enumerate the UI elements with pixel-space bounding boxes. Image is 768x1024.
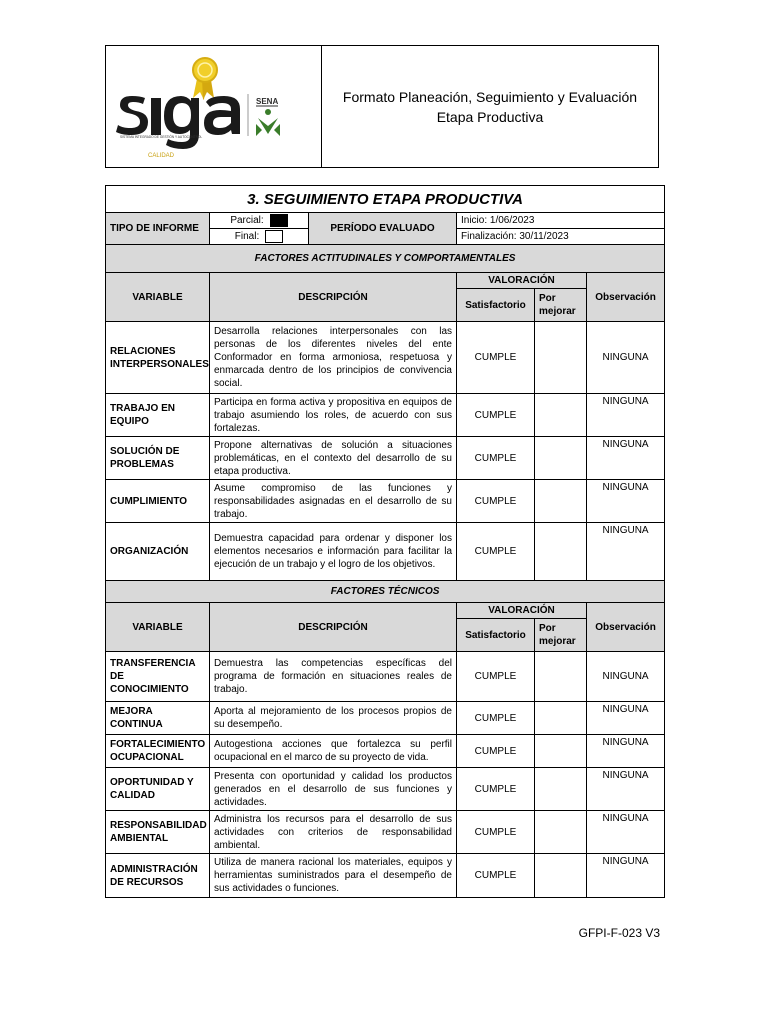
document-header: [105, 45, 659, 168]
final-checkbox[interactable]: [265, 230, 283, 243]
factor-row: [106, 811, 665, 854]
sena-logo-icon: [256, 97, 280, 136]
logo-cell: [106, 46, 322, 167]
final-cell: [210, 229, 309, 245]
factor-satisfactorio: CUMPLE: [457, 768, 535, 811]
sena-text: SENA: [256, 97, 279, 106]
siga-sena-logo: [106, 46, 320, 167]
factor-satisfactorio: CUMPLE: [457, 523, 535, 581]
siga-wordmark: [116, 96, 240, 149]
section-title: 3. SEGUIMIENTO ETAPA PRODUCTIVA: [106, 186, 665, 213]
logo-tagline: SISTEMA INTEGRADO DE GESTIÓN Y AUTOCONTROL: [120, 135, 203, 139]
factor-satisfactorio: CUMPLE: [457, 702, 535, 735]
satisfactorio-header: Satisfactorio: [457, 289, 535, 322]
factor-por-mejorar: [535, 394, 587, 437]
observacion-header-tec: Observación: [587, 603, 665, 652]
factor-por-mejorar: [535, 702, 587, 735]
factor-descripcion: Presenta con oportunidad y calidad los productos generados en el desarrollo de sus funciones y actividades.: [210, 768, 457, 811]
actitudinales-title: FACTORES ACTITUDINALES Y COMPORTAMENTALES: [106, 245, 665, 273]
final-label: Final:: [234, 231, 260, 243]
factor-satisfactorio: CUMPLE: [457, 480, 535, 523]
satisfactorio-header-tec: Satisfactorio: [457, 619, 535, 652]
factor-descripcion: Desarrolla relaciones interpersonales con las personas de los diferentes niveles del ente Conformador en forma armoniosa, respetuosa y enmarcada dentro de los principios de convivencia social.: [210, 322, 457, 394]
tecnicos-body: [106, 652, 665, 898]
factor-row: [106, 523, 665, 581]
factor-variable: TRANSFERENCIA DE CONOCIMIENTO: [106, 652, 210, 702]
factor-row: [106, 437, 665, 480]
por-mejorar-header-tec: Por mejorar: [535, 619, 587, 652]
footer-code: GFPI-F-023 V3: [578, 926, 660, 940]
factor-variable: MEJORA CONTINUA: [106, 702, 210, 735]
factor-row: [106, 322, 665, 394]
factor-satisfactorio: CUMPLE: [457, 854, 535, 898]
factor-observacion: NINGUNA: [587, 480, 665, 523]
factor-row: [106, 768, 665, 811]
seal-icon: [193, 58, 217, 100]
factor-descripcion: Asume compromiso de las funciones y responsabilidades asignadas en el desarrollo de su trabajo.: [210, 480, 457, 523]
parcial-cell: [210, 213, 309, 229]
factor-variable: TRABAJO EN EQUIPO: [106, 394, 210, 437]
factor-variable: OPORTUNIDAD Y CALIDAD: [106, 768, 210, 811]
observacion-header: Observación: [587, 273, 665, 322]
actitudinales-body: [106, 322, 665, 581]
factor-observacion: NINGUNA: [587, 735, 665, 768]
factor-descripcion: Propone alternativas de solución a situaciones problemáticas, en el contexto del desarrollo de su etapa productiva.: [210, 437, 457, 480]
factor-descripcion: Aporta al mejoramiento de los procesos propios de su desempeño.: [210, 702, 457, 735]
factor-observacion: NINGUNA: [587, 854, 665, 898]
factor-por-mejorar: [535, 854, 587, 898]
factor-satisfactorio: CUMPLE: [457, 652, 535, 702]
parcial-label: Parcial:: [230, 215, 264, 227]
factor-descripcion: Utiliza de manera racional los materiales, equipos y herramientas suministrados para el desempeño de sus actividades o funciones.: [210, 854, 457, 898]
inicio-value: Inicio: 1/06/2023: [457, 213, 665, 229]
seguimiento-table: [105, 185, 665, 898]
factor-por-mejorar: [535, 811, 587, 854]
factor-por-mejorar: [535, 322, 587, 394]
factor-observacion: NINGUNA: [587, 768, 665, 811]
factor-observacion: NINGUNA: [587, 702, 665, 735]
valoracion-header-tec: VALORACIÓN: [457, 603, 587, 619]
factor-por-mejorar: [535, 768, 587, 811]
factor-por-mejorar: [535, 523, 587, 581]
factor-satisfactorio: CUMPLE: [457, 437, 535, 480]
factor-satisfactorio: CUMPLE: [457, 735, 535, 768]
descripcion-header: DESCRIPCIÓN: [210, 273, 457, 322]
factor-por-mejorar: [535, 652, 587, 702]
logo-sub-text: CALIDAD: [148, 153, 175, 159]
factor-por-mejorar: [535, 735, 587, 768]
factor-observacion: NINGUNA: [587, 322, 665, 394]
variable-header: VARIABLE: [106, 273, 210, 322]
descripcion-header-tec: DESCRIPCIÓN: [210, 603, 457, 652]
variable-header-tec: VARIABLE: [106, 603, 210, 652]
document-title: Formato Planeación, Seguimiento y Evaluación Etapa Productiva: [342, 88, 638, 125]
factor-variable: SOLUCIÓN DE PROBLEMAS: [106, 437, 210, 480]
factor-row: [106, 480, 665, 523]
factor-variable: CUMPLIMIENTO: [106, 480, 210, 523]
factor-descripcion: Demuestra capacidad para ordenar y disponer los elementos necesarios e información para facilitar la ejecución de un trabajo y el logro de los objetivos.: [210, 523, 457, 581]
factor-descripcion: Demuestra las competencias específicas del programa de formación en situaciones reales de trabajo.: [210, 652, 457, 702]
finalizacion-value: Finalización: 30/11/2023: [457, 229, 665, 245]
factor-variable: RESPONSABILIDAD AMBIENTAL: [106, 811, 210, 854]
factor-row: [106, 854, 665, 898]
factor-observacion: NINGUNA: [587, 652, 665, 702]
factor-satisfactorio: CUMPLE: [457, 322, 535, 394]
factor-por-mejorar: [535, 437, 587, 480]
factor-observacion: NINGUNA: [587, 394, 665, 437]
factor-por-mejorar: [535, 480, 587, 523]
factor-variable: ORGANIZACIÓN: [106, 523, 210, 581]
factor-row: [106, 735, 665, 768]
factor-descripcion: Administra los recursos para el desarrollo de sus actividades con criterios de responsabilidad ambiental.: [210, 811, 457, 854]
factor-row: [106, 702, 665, 735]
valoracion-header: VALORACIÓN: [457, 273, 587, 289]
factor-variable: RELACIONES INTERPERSONALES: [106, 322, 210, 394]
periodo-label: PERÍODO EVALUADO: [309, 213, 457, 245]
tipo-informe-label: TIPO DE INFORME: [106, 213, 210, 245]
factor-observacion: NINGUNA: [587, 523, 665, 581]
tecnicos-title: FACTORES TÉCNICOS: [106, 581, 665, 603]
factor-variable: FORTALECIMIENTO OCUPACIONAL: [106, 735, 210, 768]
factor-observacion: NINGUNA: [587, 811, 665, 854]
parcial-checkbox[interactable]: [270, 214, 288, 227]
factor-variable: ADMINISTRACIÓN DE RECURSOS: [106, 854, 210, 898]
factor-row: [106, 394, 665, 437]
factor-satisfactorio: CUMPLE: [457, 811, 535, 854]
factor-satisfactorio: CUMPLE: [457, 394, 535, 437]
factor-observacion: NINGUNA: [587, 437, 665, 480]
por-mejorar-header: Por mejorar: [535, 289, 587, 322]
factor-row: [106, 652, 665, 702]
factor-descripcion: Participa en forma activa y propositiva en equipos de trabajo asumiendo los roles, de acuerdo con sus fortalezas.: [210, 394, 457, 437]
factor-descripcion: Autogestiona acciones que fortalezca su perfil ocupacional en el marco de su proyecto de vida.: [210, 735, 457, 768]
